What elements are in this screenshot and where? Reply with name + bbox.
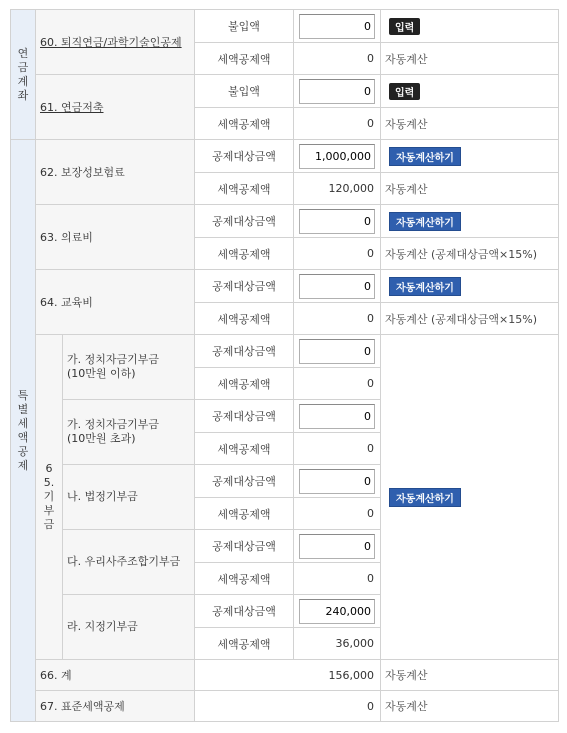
- row-title-61: 61. 연금저축: [36, 75, 195, 140]
- row-title-donation-ga1: 가. 정치자금기부금 (10만원 이하): [63, 335, 195, 400]
- row-title-donation-da: 다. 우리사주조합기부금: [63, 530, 195, 595]
- payment-input-61[interactable]: [299, 79, 375, 104]
- note-67: 자동계산: [381, 691, 559, 722]
- label-credit-63: 세액공제액: [195, 238, 294, 270]
- category-donation: 65. 기부금: [36, 335, 63, 660]
- credit-value-na: 0: [294, 498, 381, 530]
- credit-value-ra: 36,000: [294, 628, 381, 660]
- row-title-64: 64. 교육비: [36, 270, 195, 335]
- note-64: 자동계산 (공제대상금액×15%): [381, 303, 559, 335]
- label-deductible-63: 공제대상금액: [195, 205, 294, 238]
- label-credit-ga2: 세액공제액: [195, 433, 294, 465]
- category-special: 특별세액공제: [11, 140, 36, 722]
- label-credit-60: 세액공제액: [195, 43, 294, 75]
- credit-value-60: 0: [294, 43, 381, 75]
- row-title-donation-na: 나. 법정기부금: [63, 465, 195, 530]
- label-credit-62: 세액공제액: [195, 173, 294, 205]
- auto-calc-button-62[interactable]: 자동계산하기: [389, 147, 461, 166]
- input-button-60[interactable]: 입력: [389, 18, 420, 35]
- label-credit-ga1: 세액공제액: [195, 368, 294, 400]
- row-title-67: 67. 표준세액공제: [36, 691, 195, 722]
- deductible-input-ra[interactable]: [299, 599, 375, 624]
- input-button-61[interactable]: 입력: [389, 83, 420, 100]
- label-payment-60: 불입액: [195, 10, 294, 43]
- row-title-donation-ga2: 가. 정치자금기부금 (10만원 초과): [63, 400, 195, 465]
- label-credit-ra: 세액공제액: [195, 628, 294, 660]
- label-deductible-62: 공제대상금액: [195, 140, 294, 173]
- deductible-input-da[interactable]: [299, 534, 375, 559]
- label-deductible-64: 공제대상금액: [195, 270, 294, 303]
- auto-calc-button-63[interactable]: 자동계산하기: [389, 212, 461, 231]
- credit-value-61: 0: [294, 108, 381, 140]
- label-payment-61: 불입액: [195, 75, 294, 108]
- credit-value-da: 0: [294, 563, 381, 595]
- note-63: 자동계산 (공제대상금액×15%): [381, 238, 559, 270]
- deductible-input-62[interactable]: [299, 144, 375, 169]
- credit-value-ga1: 0: [294, 368, 381, 400]
- row-title-60: 60. 퇴직연금/과학기술인공제: [36, 10, 195, 75]
- note-60: 자동계산: [381, 43, 559, 75]
- category-pension: 연금계좌: [11, 10, 36, 140]
- deductible-input-63[interactable]: [299, 209, 375, 234]
- note-62: 자동계산: [381, 173, 559, 205]
- deductible-input-64[interactable]: [299, 274, 375, 299]
- payment-input-60[interactable]: [299, 14, 375, 39]
- row-title-66: 66. 계: [36, 660, 195, 691]
- auto-calc-button-64[interactable]: 자동계산하기: [389, 277, 461, 296]
- standard-credit-value-67: 0: [195, 691, 381, 722]
- label-deductible-na: 공제대상금액: [195, 465, 294, 498]
- donation-action-cell: [381, 335, 559, 660]
- row-title-62: 62. 보장성보험료: [36, 140, 195, 205]
- total-value-66: 156,000: [195, 660, 381, 691]
- label-credit-da: 세액공제액: [195, 563, 294, 595]
- deductible-input-na[interactable]: [299, 469, 375, 494]
- note-61: 자동계산: [381, 108, 559, 140]
- credit-value-63: 0: [294, 238, 381, 270]
- auto-calc-button-donation[interactable]: 자동계산하기: [389, 488, 461, 507]
- label-deductible-ga2: 공제대상금액: [195, 400, 294, 433]
- credit-value-64: 0: [294, 303, 381, 335]
- note-66: 자동계산: [381, 660, 559, 691]
- deductible-input-ga1[interactable]: [299, 339, 375, 364]
- deductible-input-ga2[interactable]: [299, 404, 375, 429]
- label-deductible-da: 공제대상금액: [195, 530, 294, 563]
- label-credit-61: 세액공제액: [195, 108, 294, 140]
- row-title-63: 63. 의료비: [36, 205, 195, 270]
- label-deductible-ra: 공제대상금액: [195, 595, 294, 628]
- credit-value-62: 120,000: [294, 173, 381, 205]
- credit-value-ga2: 0: [294, 433, 381, 465]
- row-title-donation-ra: 라. 지정기부금: [63, 595, 195, 660]
- tax-credit-table: [10, 9, 559, 722]
- label-credit-64: 세액공제액: [195, 303, 294, 335]
- label-credit-na: 세액공제액: [195, 498, 294, 530]
- label-deductible-ga1: 공제대상금액: [195, 335, 294, 368]
